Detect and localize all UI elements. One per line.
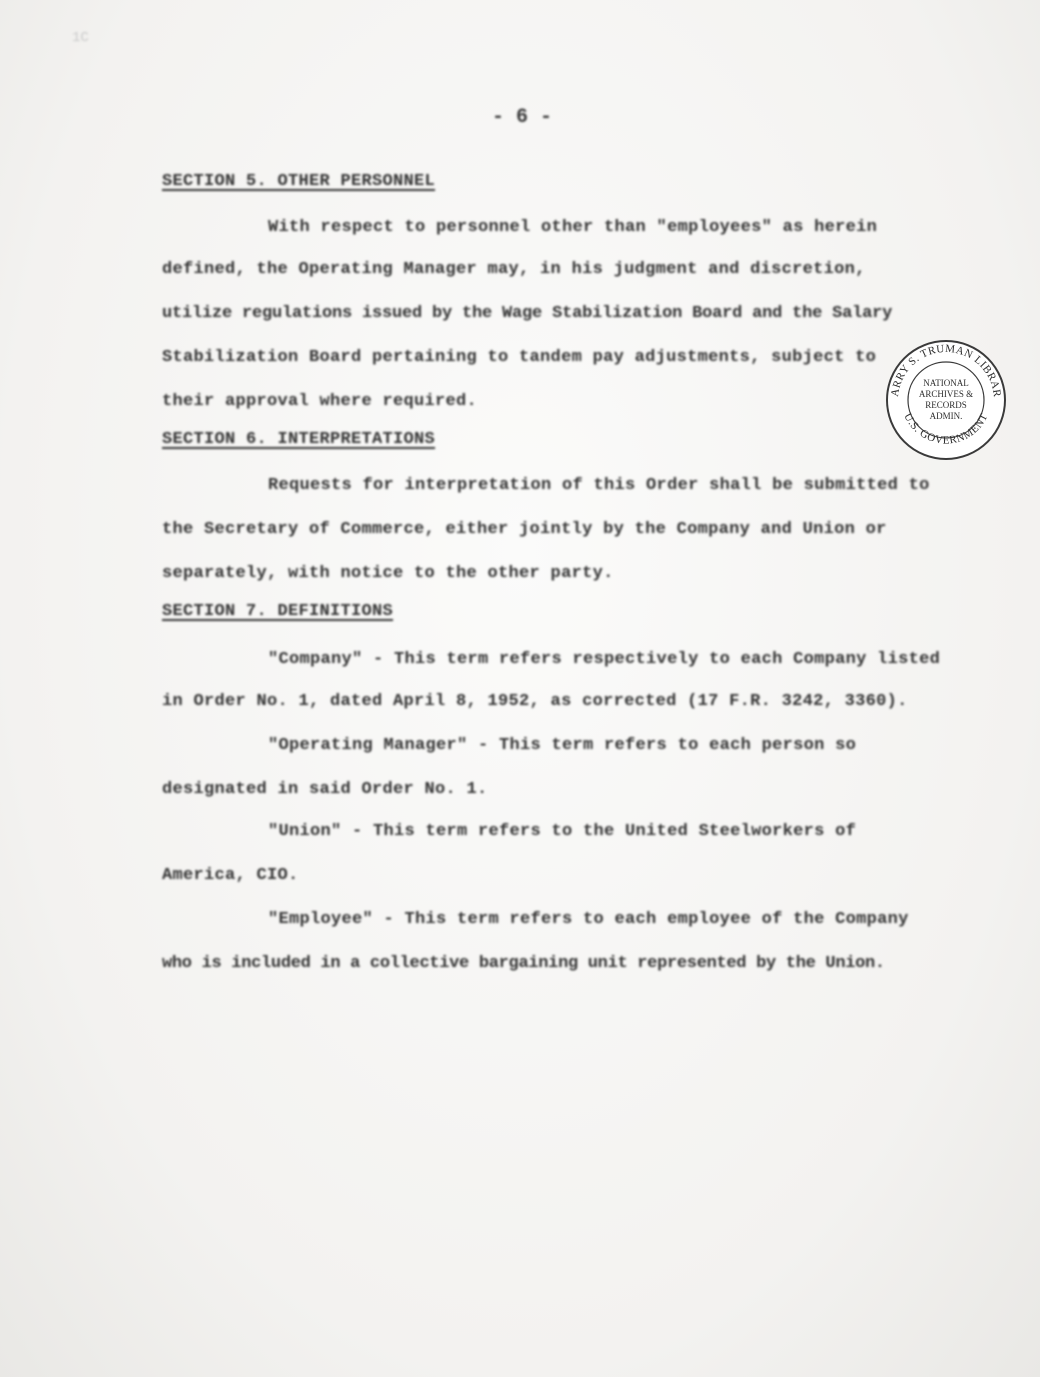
archive-stamp: [884, 338, 1008, 462]
definition-manager-line: designated in said Order No. 1.: [162, 780, 488, 799]
stamp-ring-top: ARRY S. TRUMAN LIBRAR: [889, 342, 1003, 398]
section-6-line: the Secretary of Commerce, either jointly by the Company and Union or: [162, 520, 887, 539]
stamp-center-line: NATIONAL: [923, 378, 969, 388]
section-6-line: Requests for interpretation of this Order shall be submitted to: [268, 476, 930, 495]
stamp-center-line: ADMIN.: [929, 411, 963, 421]
section-7-heading: SECTION 7. DEFINITIONS: [162, 602, 394, 621]
page-number: - 6 -: [492, 106, 553, 129]
section-5-line: their approval where required.: [162, 392, 478, 411]
definition-union-line: America, CIO.: [162, 866, 299, 885]
definition-union-line: "Union" - This term refers to the United Steelworkers of: [268, 822, 857, 841]
section-5-line: With respect to personnel other than "employees" as herein: [268, 218, 878, 237]
stamp-center-line: RECORDS: [925, 400, 967, 410]
definition-employee-line: who is included in a collective bargaining unit represented by the Union.: [162, 954, 885, 973]
definition-company-line: in Order No. 1, dated April 8, 1952, as corrected (17 F.R. 3242, 3360).: [162, 692, 908, 711]
definition-employee-line: "Employee" - This term refers to each employee of the Company: [268, 910, 909, 929]
stamp-ring-bottom: U.S. GOVERNMENT: [901, 411, 991, 447]
definition-company-line: "Company" - This term refers respectively to each Company listed: [268, 650, 941, 669]
section-5-line: defined, the Operating Manager may, in his judgment and discretion,: [162, 260, 866, 279]
section-5-line: utilize regulations issued by the Wage Stabilization Board and the Salary: [162, 304, 893, 323]
section-5-line: Stabilization Board pertaining to tandem pay adjustments, subject to: [162, 348, 877, 367]
stamp-center-line: ARCHIVES &: [918, 389, 974, 399]
section-5-heading: SECTION 5. OTHER PERSONNEL: [162, 172, 436, 191]
definition-manager-line: "Operating Manager" - This term refers to each person so: [268, 736, 857, 755]
section-6-line: separately, with notice to the other party.: [162, 564, 614, 583]
corner-mark: 1C: [72, 30, 89, 46]
section-6-heading: SECTION 6. INTERPRETATIONS: [162, 430, 436, 449]
